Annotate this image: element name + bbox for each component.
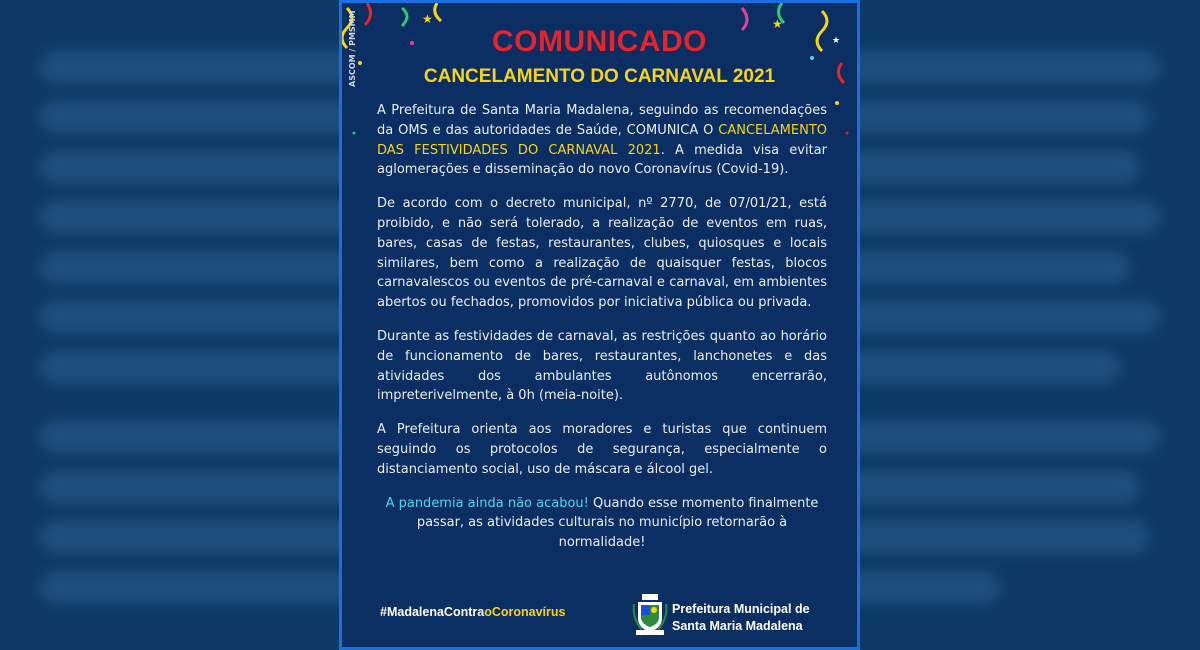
campaign-hashtag bbox=[380, 605, 565, 619]
paragraph-1-highlight: CANCELAMENTO DAS FESTIVIDADES DO CARNAVAL 2021 bbox=[377, 122, 827, 158]
paragraph-1-text-end: . A medida visa evitar aglomerações e disseminação do novo Coronavírus (Covid-19). bbox=[377, 142, 827, 178]
paragraph-3: Durante as festividades de carnaval, as restrições quanto ao horário de funcionamento de bares, restaurantes, lanchonetes e das atividades dos ambulantes autônomos encerrarão, impreterivelmente, à 0h (meia-noite). bbox=[377, 328, 827, 404]
svg-text:★: ★ bbox=[832, 36, 841, 46]
paragraph-1 bbox=[377, 101, 827, 180]
hashtag-part-2: oCoronavírus bbox=[484, 605, 566, 619]
paragraph-4: A Prefeitura orienta aos moradores e turistas que continuem seguindo os protocolos de segurança, especialmente o distanciamento social, uso de máscara e álcool gel. bbox=[377, 422, 827, 477]
paragraph-5-text: Quando esse momento finalmente passar, as atividades culturais no município retornarão à normalidade! bbox=[416, 495, 819, 551]
organization-name bbox=[672, 601, 810, 635]
organization-name-line-1: Prefeitura Municipal de bbox=[672, 602, 810, 616]
paragraph-1-text: A Prefeitura de Santa Maria Madalena, seguindo as recomendações da OMS e das autoridades de Saúde, COMUNICA O bbox=[377, 103, 827, 138]
municipal-coat-of-arms-icon bbox=[632, 594, 668, 636]
organization-name-line-2: Santa Maria Madalena bbox=[672, 619, 803, 633]
poster-footer bbox=[342, 589, 857, 639]
announcement-body bbox=[377, 101, 827, 567]
svg-text:★: ★ bbox=[422, 12, 433, 26]
paragraph-2: De acordo com o decreto municipal, nº 2770, de 07/01/21, está proibido, e não será tolerado, a realização de eventos em ruas, bares, casas de festas, restaurantes, clubes, quiosques e locais similares, bem como a realização de quaisquer festas, blocos carnavalescos ou eventos de pré-carnaval e carnaval, em ambientes abertos ou fechados, promovidos por iniciativa pública ou privada. bbox=[377, 196, 827, 311]
svg-text:★: ★ bbox=[772, 17, 783, 31]
hashtag-part-1: #MadalenaContra bbox=[380, 605, 485, 619]
paragraph-5 bbox=[377, 494, 827, 553]
paragraph-5-highlight: A pandemia ainda não acabou! bbox=[385, 495, 589, 511]
poster-subtitle: CANCELAMENTO DO CARNAVAL 2021 bbox=[423, 66, 776, 87]
announcement-poster bbox=[339, 0, 860, 650]
photo-credit: ASCOM / PMSMM bbox=[348, 10, 357, 87]
poster-title: COMUNICADO bbox=[492, 25, 707, 58]
